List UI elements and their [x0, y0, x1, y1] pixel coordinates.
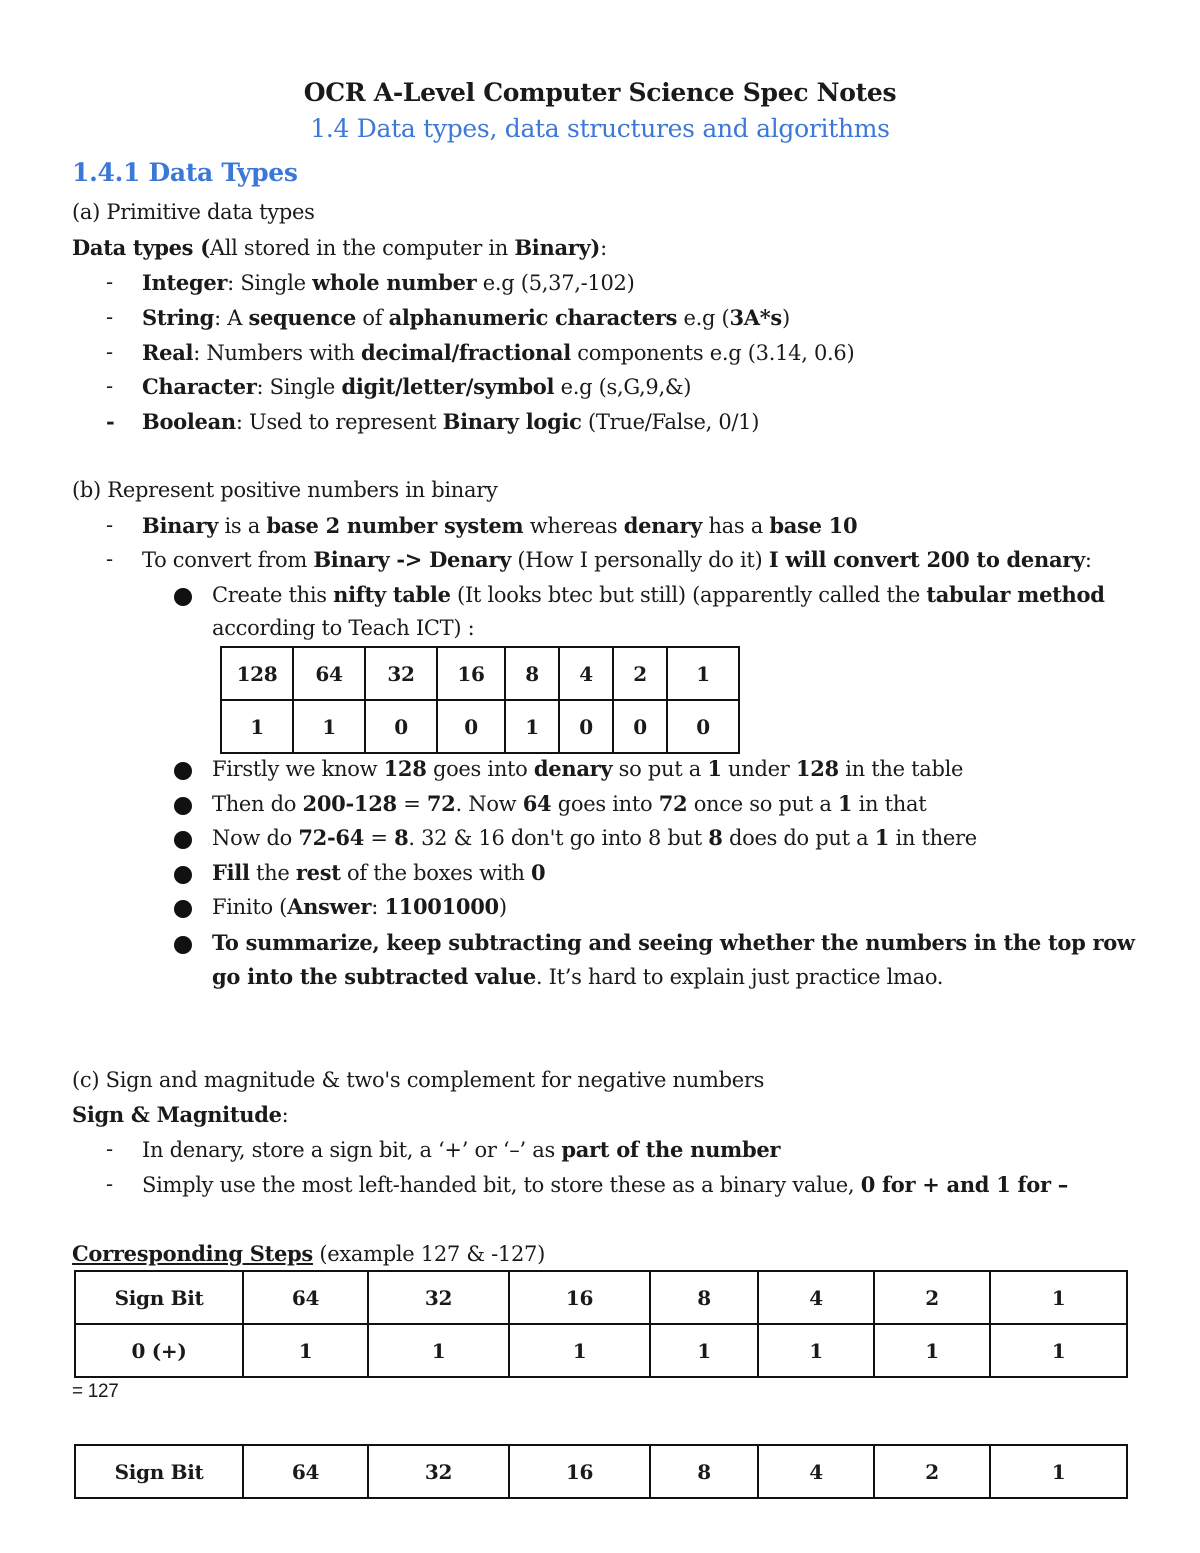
table-cell: 1: [650, 1324, 758, 1377]
table-cell: 16: [509, 1445, 650, 1498]
list-item: [0, 513, 1200, 543]
table-cell: 1: [243, 1324, 368, 1377]
dash-marker: -: [106, 409, 115, 434]
list-item: [0, 1172, 1200, 1202]
dash-marker: -: [106, 1172, 113, 1196]
list-item: [0, 270, 1200, 300]
bullet-item: [0, 582, 1200, 612]
table-cell: 64: [243, 1271, 368, 1324]
list-item: [0, 547, 1200, 577]
table-cell: 0: [667, 700, 739, 753]
bullet-item: [0, 894, 1200, 924]
bullet-marker: [174, 831, 192, 849]
table-cell: 1: [509, 1324, 650, 1377]
bullet-item: [0, 791, 1200, 821]
table-header-row: [75, 1445, 1127, 1498]
bullet-text: Create this nifty table (It looks btec but still) (apparently called the tabular method: [212, 582, 1105, 607]
table-cell: 2: [613, 647, 667, 700]
dash-marker: -: [106, 547, 113, 571]
table-cell: 4: [559, 647, 613, 700]
dash-marker: -: [106, 270, 113, 294]
table-cell: 1: [667, 647, 739, 700]
sign-magnitude-table-negative: [74, 1444, 1128, 1499]
table-cell: 32: [368, 1445, 509, 1498]
list-item-text: Boolean: Used to represent Binary logic (True/False, 0/1): [142, 409, 760, 434]
table-cell: 1: [221, 700, 293, 753]
bullet-marker: [174, 797, 192, 815]
bullet-text: Then do 200-128 = 72. Now 64 goes into 72 once so put a 1 in that: [212, 791, 927, 816]
table-cell: 8: [650, 1445, 758, 1498]
table-cell: 1: [990, 1445, 1127, 1498]
list-item-text: Real: Numbers with decimal/fractional components e.g (3.14, 0.6): [142, 340, 855, 365]
list-item: [0, 374, 1200, 404]
table-cell: 16: [437, 647, 505, 700]
table-cell: 1: [758, 1324, 874, 1377]
list-item-text: String: A sequence of alphanumeric characters e.g (3A*s): [142, 305, 790, 330]
table-cell: 128: [221, 647, 293, 700]
table-cell: Sign Bit: [75, 1271, 243, 1324]
bullet-marker: [174, 588, 192, 606]
bullet-marker: [174, 900, 192, 918]
table-cell: 0: [437, 700, 505, 753]
dash-marker: -: [106, 1137, 113, 1161]
bullet-item: [0, 825, 1200, 855]
bullet-text-continued: according to Teach ICT) :: [212, 616, 475, 640]
table-cell: 64: [293, 647, 365, 700]
table-cell: 32: [368, 1271, 509, 1324]
list-item-text: Integer: Single whole number e.g (5,37,-102): [142, 270, 635, 295]
sign-magnitude-heading: Sign & Magnitude:: [72, 1102, 289, 1127]
table-header-row: [221, 647, 739, 700]
data-types-intro: Data types (All stored in the computer in Binary):: [72, 235, 607, 260]
list-item: [0, 409, 1200, 439]
table-cell: 1: [368, 1324, 509, 1377]
list-item-text: Character: Single digit/letter/symbol e.g (s,G,9,&): [142, 374, 692, 399]
table-cell: 8: [650, 1271, 758, 1324]
page-subtitle: 1.4 Data types, data structures and algorithms: [310, 114, 890, 143]
part-a-heading: (a) Primitive data types: [72, 200, 315, 224]
list-item-text: In denary, store a sign bit, a ‘+’ or ‘–’ as part of the number: [142, 1137, 781, 1162]
list-item: [0, 1137, 1200, 1167]
table-cell: 16: [509, 1271, 650, 1324]
corresponding-steps-heading: Corresponding Steps (example 127 & -127): [72, 1241, 545, 1266]
table-row: [221, 700, 739, 753]
result-text: = 127: [72, 1381, 119, 1402]
bullet-text: Finito (Answer: 11001000): [212, 894, 507, 919]
dash-marker: -: [106, 513, 113, 537]
table-cell: 1: [505, 700, 559, 753]
part-c-heading: (c) Sign and magnitude & two's complement for negative numbers: [72, 1068, 765, 1092]
bullet-text-continued: go into the subtracted value. It’s hard to explain just practice lmao.: [212, 964, 944, 989]
dash-marker: -: [106, 305, 113, 329]
bullet-marker: [174, 762, 192, 780]
bullet-marker: [174, 866, 192, 884]
table-cell: 1: [990, 1271, 1127, 1324]
page-title: OCR A-Level Computer Science Spec Notes: [303, 78, 897, 107]
bullet-text: To summarize, keep subtracting and seeing whether the numbers in the top row: [212, 930, 1135, 955]
section-heading: 1.4.1 Data Types: [72, 158, 298, 187]
table-cell: 32: [365, 647, 437, 700]
table-cell: 0 (+): [75, 1324, 243, 1377]
dash-marker: -: [106, 340, 113, 364]
bullet-text: Firstly we know 128 goes into denary so put a 1 under 128 in the table: [212, 756, 964, 781]
part-b-heading: (b) Represent positive numbers in binary: [72, 478, 498, 502]
bullet-marker: [174, 936, 192, 954]
table-cell: Sign Bit: [75, 1445, 243, 1498]
table-row: [75, 1324, 1127, 1377]
table-cell: 4: [758, 1445, 874, 1498]
table-cell: 64: [243, 1445, 368, 1498]
table-cell: 2: [874, 1271, 990, 1324]
table-cell: 0: [365, 700, 437, 753]
bullet-text: Now do 72-64 = 8. 32 & 16 don't go into 8 but 8 does do put a 1 in there: [212, 825, 977, 850]
table-cell: 4: [758, 1271, 874, 1324]
dash-marker: -: [106, 374, 113, 398]
table-cell: 0: [559, 700, 613, 753]
table-cell: 1: [990, 1324, 1127, 1377]
bullet-text: Fill the rest of the boxes with 0: [212, 860, 546, 885]
table-cell: 8: [505, 647, 559, 700]
table-cell: 0: [613, 700, 667, 753]
sign-magnitude-table-positive: [74, 1270, 1128, 1378]
table-cell: 2: [874, 1445, 990, 1498]
list-item-text: Simply use the most left-handed bit, to store these as a binary value, 0 for + and 1 for –: [142, 1172, 1068, 1197]
list-item: [0, 340, 1200, 370]
list-item: [0, 305, 1200, 335]
bullet-item: [0, 930, 1200, 960]
bullet-item: [0, 756, 1200, 786]
table-cell: 1: [293, 700, 365, 753]
bullet-item: [0, 860, 1200, 890]
binary-place-value-table: [220, 646, 740, 754]
table-cell: 1: [874, 1324, 990, 1377]
list-item-text: Binary is a base 2 number system whereas denary has a base 10: [142, 513, 858, 538]
table-header-row: [75, 1271, 1127, 1324]
list-item-text: To convert from Binary -> Denary (How I personally do it) I will convert 200 to denary:: [142, 547, 1092, 572]
